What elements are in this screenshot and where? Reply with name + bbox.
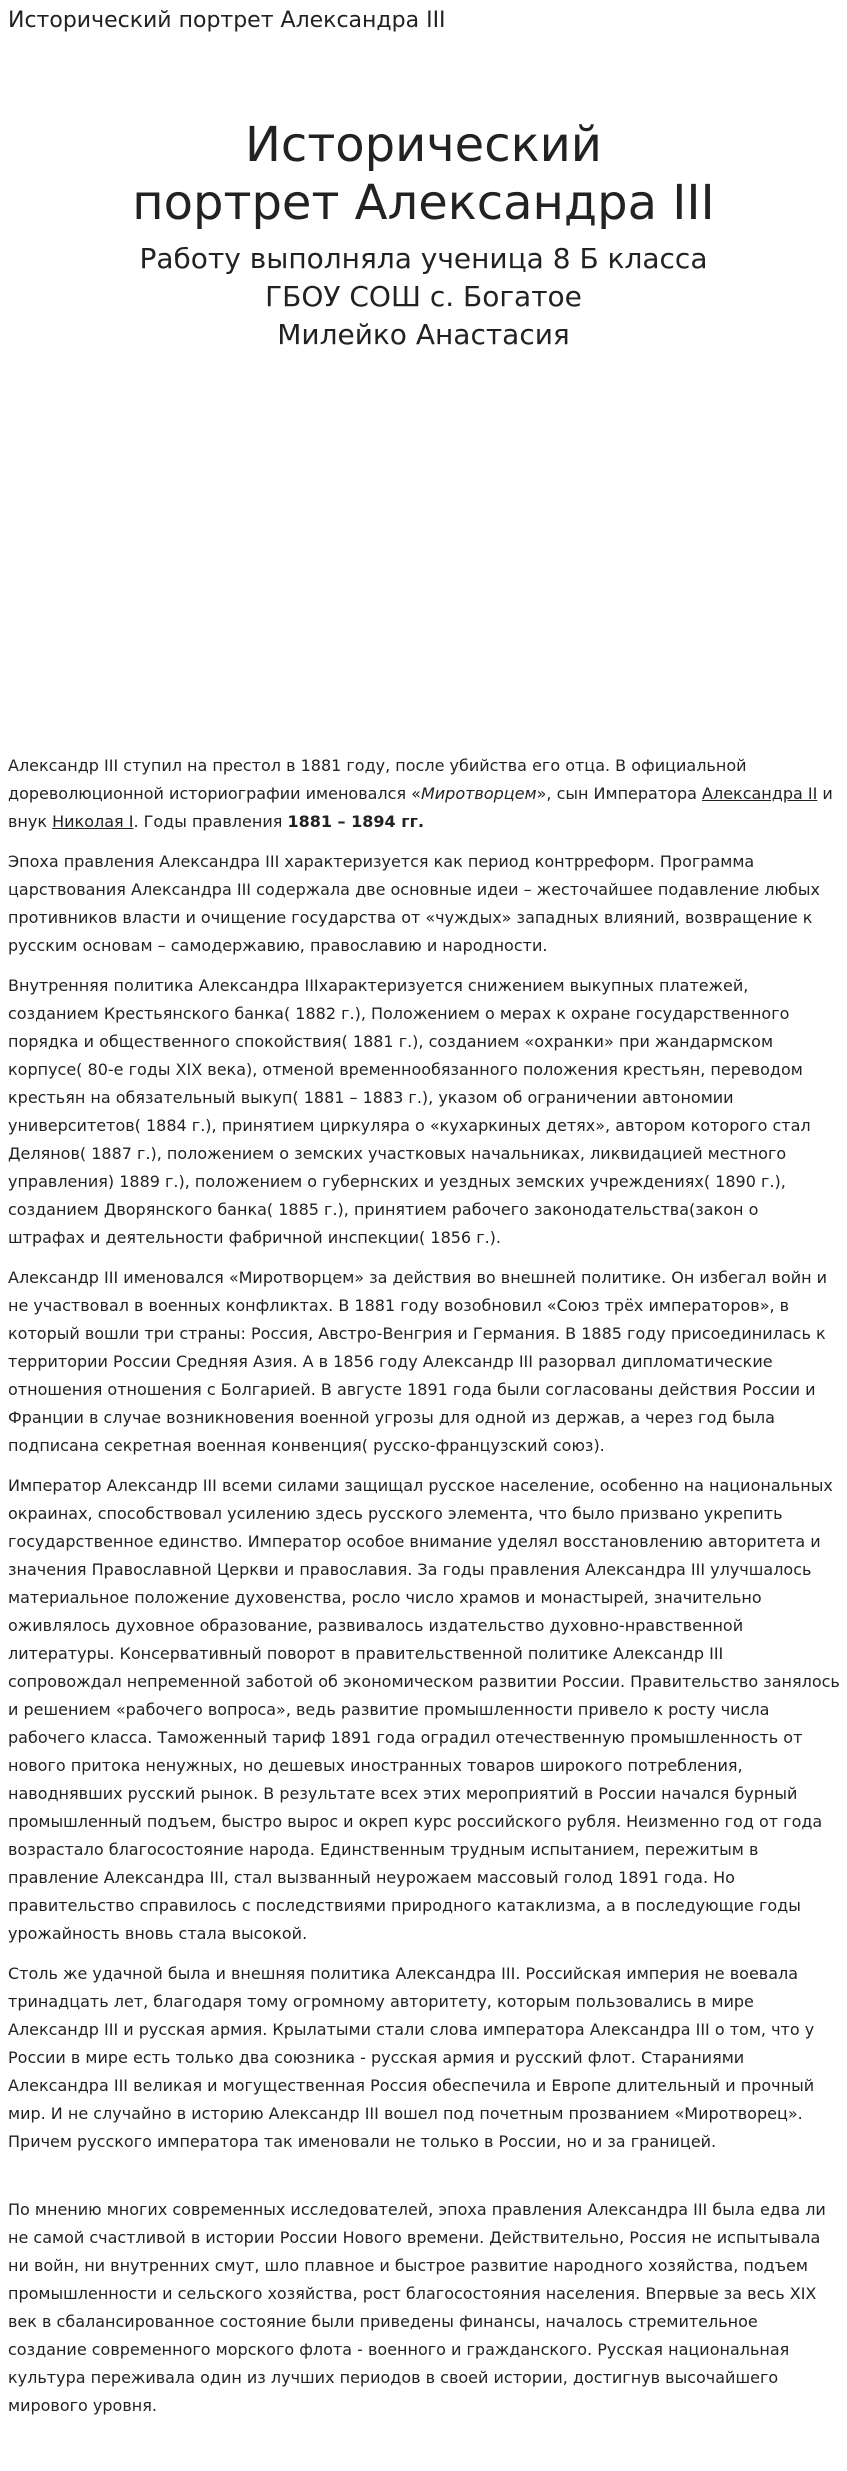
- epithet-text: Миротворцем: [420, 784, 537, 803]
- article-paragraph-domestic-policy: Внутренняя политика Александра IIIхарактеризуется снижением выкупных платежей, созданием Крестьянского банка( 1882 г.), Положением о мерах к охране государственного порядка и общественного спокойствия( 1881 г.), созданием «охранки» при жандармском корпусе( 80-е годы XIX века), отменой временнообязанного положения крестьян, переводом крестьян на обязательный выкуп( 1881 – 1883 г.), указом об ограничении автономии университетов( 1884 г.), принятием циркуляра о «кухаркиных детях», автором которого стал Делянов( 1887 г.), положением о земских участковых начальниках, ликвидацией местного управления) 1889 г.), положением о губернских и уездных земских учреждениях( 1890 г.), созданием Дворянского банка( 1885 г.), принятием рабочего законодательства(закон о штрафах и деятельности фабричной инспекции( 1856 г.).: [8, 976, 811, 1247]
- link-nicholas-i[interactable]: Николая I: [52, 812, 134, 831]
- subtitle: [0, 240, 847, 354]
- subtitle-author-line: Работу выполняла ученица 8 Б класса: [139, 242, 708, 275]
- article-paragraph-intro: [8, 752, 840, 836]
- intro-text: . Годы правления: [133, 812, 288, 831]
- main-title-line2: портрет Александра III: [132, 175, 715, 231]
- intro-text: », сын Императора: [536, 784, 703, 803]
- main-title-line1: Исторический: [245, 117, 602, 173]
- title-block: [0, 116, 847, 354]
- reign-years: 1881 – 1894 гг.: [287, 812, 425, 831]
- link-historiography[interactable]: историографии: [169, 784, 301, 803]
- article-body: [8, 752, 840, 2432]
- intro-text: и внук: [8, 784, 833, 831]
- paragraph-spacer: [8, 2168, 840, 2196]
- subtitle-name-line: Милейко Анастасия: [277, 318, 570, 351]
- intro-text: Александр III ступил на престол в 1881 году, после убийства его отца. В официальной дореволюционной: [8, 756, 747, 803]
- subtitle-school-line: ГБОУ СОШ с. Богатое: [265, 280, 582, 313]
- intro-text: именовался «: [300, 784, 421, 803]
- article-paragraph-conclusion: По мнению многих современных исследователей, эпоха правления Александра III была едва ли не самой счастливой в истории России Нового времени. Действительно, Россия не испытывала ни войн, ни внутренних смут, шло плавное и быстрое развитие народного хозяйства, подъем промышленности и сельского хозяйства, рост благосостояния населения. Впервые за весь XIX век в сбалансированное состояние были приведены финансы, началось стремительное создание современного морского флота - военного и гражданского. Русская национальная культура переживала один из лучших периодов в своей истории, достигнув высочайшего мирового уровня.: [8, 2200, 826, 2415]
- link-alexander-ii[interactable]: Александра II: [702, 784, 818, 803]
- article-paragraph-counterreforms: Эпоха правления Александра III характеризуется как период контрреформ. Программа царствования Александра III содержала две основные идеи – жесточайшее подавление любых противников власти и очищение государства от «чуждых» западных влияний, возвращение к русским основам – самодержавию, православию и народности.: [8, 852, 820, 955]
- page-heading: Исторический портрет Александра III: [8, 8, 446, 33]
- article-paragraph-foreign-policy: Александр III именовался «Миротворцем» за действия во внешней политике. Он избегал войн и не участвовал в военных конфликтах. В 1881 году возобновил «Союз трёх императоров», в который вошли три страны: Россия, Австро-Венгрия и Германия. В 1885 году присоединилась к территории России Средняя Азия. А в 1856 году Александр III разорвал дипломатические отношения отношения с Болгарией. В августе 1891 года были согласованы действия России и Франции в случае возникновения военной угрозы для одной из держав, а через год была подписана секретная военная конвенция( русско-французский союз).: [8, 1268, 828, 1455]
- article-paragraph-national-policy: Император Александр III всеми силами защищал русское население, особенно на национальных окраинах, способствовал усилению здесь русского элемента, что было призвано укрепить государственное единство. Император особое внимание уделял восстановлению авторитета и значения Православной Церкви и православия. За годы правления Александра III улучшалось материальное положение духовенства, росло число храмов и монастырей, значительно оживлялось духовное образование, развивалось издательство духовно-нравственной литературы. Консервативный поворот в правительственной политике Александр III сопровождал непременной заботой об экономическом развитии России. Правительство занялось и решением «рабочего вопроса», ведь развитие промышленности привело к росту числа рабочего класса. Таможенный тариф 1891 года оградил отечественную промышленность от нового притока ненужных, но дешевых иностранных товаров широкого потребления, наводнявших русский рынок. В результате всех этих мероприятий в России начался бурный промышленный подъем, быстро вырос и окреп курс российского рубля. Неизменно год от года возрастало благосостояние народа. Единственным трудным испытанием, пережитым в правление Александра III, стал вызванный неурожаем массовый голод 1891 года. Но правительство справилось с последствиями природного катаклизма, а в последующие годы урожайность вновь стала высокой.: [8, 1476, 840, 1943]
- article-paragraph-peacemaker: Столь же удачной была и внешняя политика Александра III. Российская империя не воевала тринадцать лет, благодаря тому огромному авторитету, которым пользовались в мире Александр III и русская армия. Крылатыми стали слова императора Александра III о том, что у России в мире есть только два союзника - русская армия и русский флот. Стараниями Александра III великая и могущественная Россия обеспечила и Европе длительный и прочный мир. И не случайно в историю Александр III вошел под почетным прозванием «Миротворец». Причем русского императора так именовали не только в России, но и за границей.: [8, 1964, 815, 2151]
- main-title: [0, 116, 847, 232]
